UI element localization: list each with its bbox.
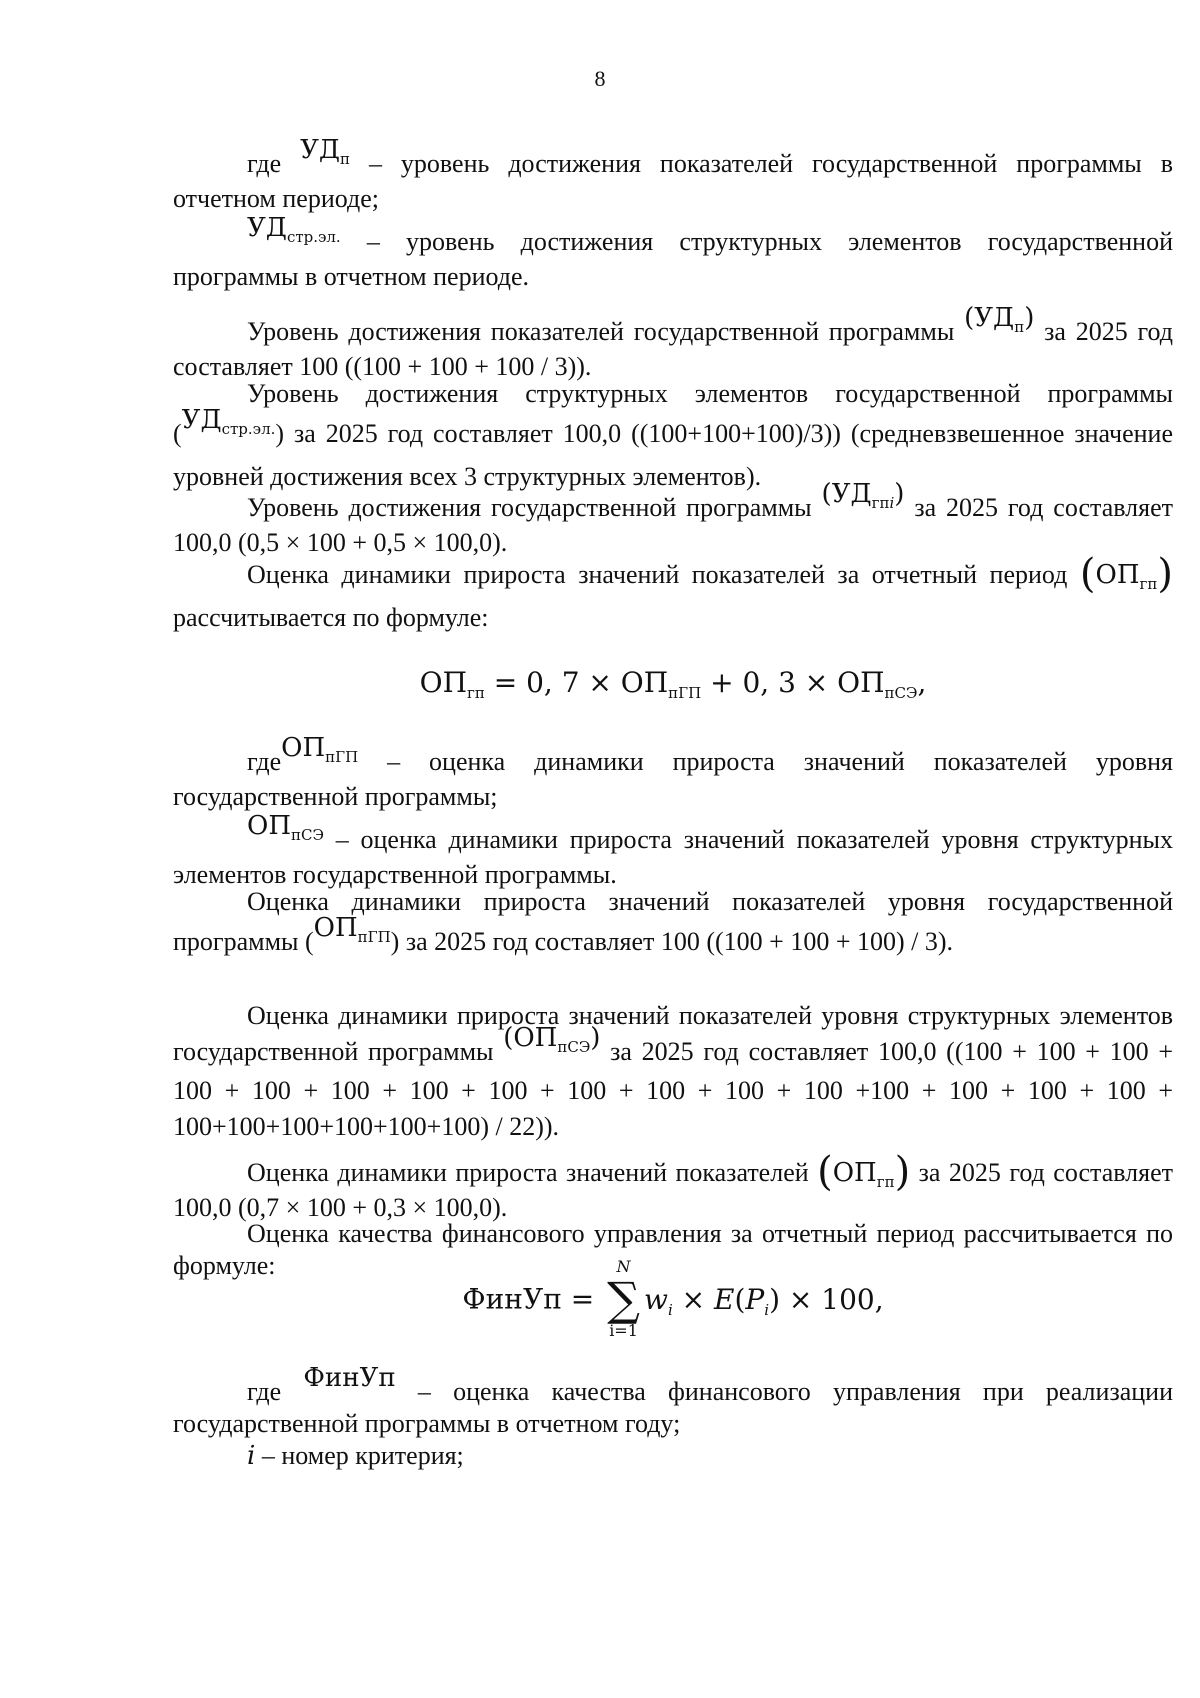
paragraph-op-pgp-value: Оценка динамики прироста значений показателей уровня государственной программы $(ОП_{пГП})$ за 2025 год составляет 100 ((100 + 100 + 100) / 3). xyxy=(173,887,1173,956)
math-symbol: $УД_{стр.эл.}$ xyxy=(247,213,341,246)
definition-ud-str xyxy=(173,213,1173,293)
math-symbol: $ОП_{пСЭ}$ xyxy=(247,811,324,844)
paragraph-op-gp-intro: Оценка динамики прироста значений показателей за отчетный период $(ОП_{гп})$ рассчитывается по формуле: xyxy=(173,551,1173,632)
math-symbol: $ОП_{гп}$ xyxy=(1095,560,1158,593)
math-symbol: $УД_п$ xyxy=(300,135,351,168)
math-symbol: $ОП_{пГП}$ xyxy=(313,913,391,946)
math-symbol: i xyxy=(247,1441,256,1471)
definition-op-pse: $ОП_{пСЭ}$ – оценка динамики прироста значений показателей уровня структурных элементов государственной программы. xyxy=(173,811,1174,889)
math-symbol: $(УД_п)$ xyxy=(964,303,1035,336)
math-symbol: $ОП_{пГП}$ xyxy=(281,733,359,766)
definition-op-pgp: гдеОП$_{пГП}$ – оценка динамики прироста значений показателей уровня государственной программы; xyxy=(173,733,1174,811)
definition-text: – уровень достижения показателей государственной программы в отчетном периоде; xyxy=(173,149,1173,213)
math-symbol: $(УД_{гпi})$ xyxy=(821,479,905,512)
paragraph-ud-gp-value: Уровень достижения государственной программы $(УД_{гпi})$ за 2025 год составляет 100,0 (0,5 × 100 + 0,5 × 100,0). xyxy=(173,479,1174,557)
definition-ud-p xyxy=(173,135,1173,215)
math-symbol: $(ОП_{пСЭ})$ xyxy=(503,1023,601,1056)
paragraph-finup-intro: Оценка качества финансового управления за отчетный период рассчитывается по формуле: xyxy=(173,1219,1173,1280)
paragraph-ud-p-value: Уровень достижения показателей государственной программы $(УД_п)$ за 2025 год составляет 100 ((100 + 100 + 100 / 3)). xyxy=(173,303,1174,381)
definition-finup: где ФинУп – оценка качества финансового управления при реализации государственной программы в отчетном году; xyxy=(173,1363,1173,1438)
page-number: 8 xyxy=(594,66,606,91)
paragraph-ud-str-value: Уровень достижения структурных элементов государственной программы $(УД_{стр.эл.})$ за 2025 год составляет 100,0 ((100+100+100)/3)) (средневзвешенное значение уровней достижения всех 3 структурных элементов). xyxy=(173,379,1173,491)
formula-finup: ФинУп = N ∑ i=1 $w_i \times E(P_i) \times 100$, xyxy=(462,1257,884,1340)
paragraph-op-pse-value: Оценка динамики прироста значений показателей уровня структурных элементов государственной программы $(ОП_{пСЭ})$ за 2025 год составляет 100,0 ((100 + 100 + 100 + 100 + 100 + 100 + 100 + 100 + 100 + 100 + 100 + 100 +100 + 100 + 100 + 100 + 100+100+100+100+100+100) / 22)). xyxy=(173,1001,1173,1141)
lead-word: где xyxy=(247,149,282,178)
definition-text: – уровень достижения структурных элементов государственной программы в отчетном периоде. xyxy=(173,227,1173,291)
formula-op-gp: $ОП_{гп} = 0$, $7 \times ОП_{пГП} + 0$, $3 \times ОП_{пСЭ}$, xyxy=(419,666,927,702)
definition-i: i – номер критерия; xyxy=(247,1441,464,1471)
paragraph-op-gp-value: Оценка динамики прироста значений показателей $(ОП_{гп})$ за 2025 год составляет 100,0 (0,7 × 100 + 0,3 × 100,0). xyxy=(173,1149,1174,1222)
math-symbol: $ОП_{гп}$ xyxy=(832,1158,895,1191)
math-symbol: ФинУп xyxy=(303,1363,396,1393)
math-symbol: $УД_{стр.эл.}$ xyxy=(181,405,276,438)
sum-operator: N ∑ i=1 xyxy=(607,1257,640,1340)
